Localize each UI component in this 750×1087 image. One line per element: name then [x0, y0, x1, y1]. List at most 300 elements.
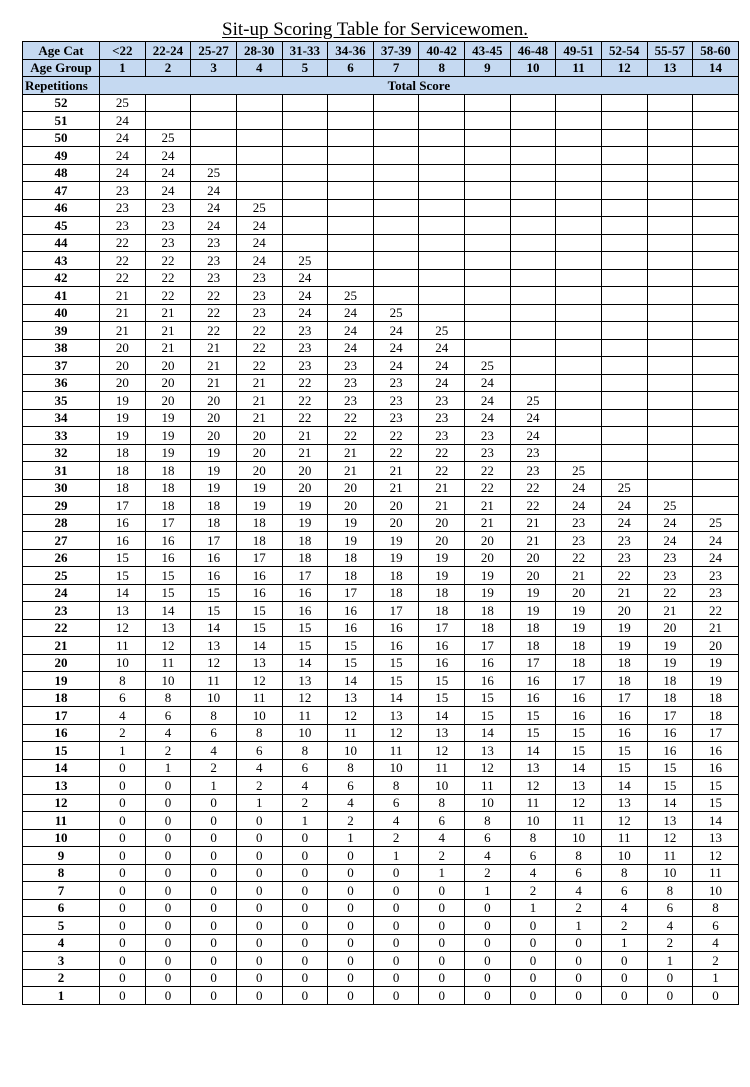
score-cell: 0 [647, 987, 693, 1005]
score-cell: 10 [191, 689, 237, 707]
score-cell [693, 479, 739, 497]
score-cell: 12 [693, 847, 739, 865]
table-row [23, 182, 739, 200]
score-cell: 17 [465, 637, 511, 655]
score-cell: 18 [328, 549, 374, 567]
score-cell [556, 112, 602, 130]
score-cell: 14 [647, 794, 693, 812]
score-cell [556, 217, 602, 235]
score-cell: 2 [601, 917, 647, 935]
table-row [23, 952, 739, 970]
score-cell: 4 [282, 777, 328, 795]
score-cell [236, 112, 282, 130]
score-cell: 14 [328, 672, 374, 690]
score-cell: 0 [236, 829, 282, 847]
score-cell: 2 [647, 934, 693, 952]
score-cell: 22 [191, 304, 237, 322]
score-cell: 22 [328, 409, 374, 427]
score-cell: 1 [100, 742, 146, 760]
score-cell: 0 [191, 864, 237, 882]
score-cell [647, 112, 693, 130]
age-group-header: 13 [647, 59, 693, 77]
score-cell [419, 234, 465, 252]
score-cell: 18 [556, 637, 602, 655]
score-cell: 0 [282, 882, 328, 900]
repetitions-cell: 26 [23, 549, 100, 567]
score-cell: 0 [145, 794, 191, 812]
score-cell: 15 [419, 672, 465, 690]
score-cell [328, 94, 374, 112]
score-cell: 24 [282, 287, 328, 305]
score-cell: 6 [145, 707, 191, 725]
score-cell [236, 164, 282, 182]
repetitions-label: Repetitions [23, 77, 100, 95]
score-cell: 12 [647, 829, 693, 847]
score-cell [601, 147, 647, 165]
score-cell [556, 129, 602, 147]
repetitions-cell: 30 [23, 479, 100, 497]
score-cell: 18 [100, 444, 146, 462]
repetitions-cell: 34 [23, 409, 100, 427]
score-cell: 15 [465, 707, 511, 725]
score-cell: 0 [282, 847, 328, 865]
score-cell [419, 269, 465, 287]
score-cell: 20 [282, 479, 328, 497]
score-cell: 22 [601, 567, 647, 585]
score-cell: 10 [236, 707, 282, 725]
score-cell: 22 [373, 427, 419, 445]
score-cell [556, 234, 602, 252]
score-cell: 22 [465, 479, 511, 497]
score-cell [693, 147, 739, 165]
score-cell [510, 287, 556, 305]
score-cell: 15 [647, 759, 693, 777]
score-cell: 0 [191, 794, 237, 812]
score-cell: 24 [510, 427, 556, 445]
score-cell [601, 322, 647, 340]
repetitions-cell: 52 [23, 94, 100, 112]
score-cell: 18 [510, 619, 556, 637]
score-cell: 11 [419, 759, 465, 777]
score-cell: 25 [601, 479, 647, 497]
score-cell: 20 [236, 427, 282, 445]
score-cell [693, 444, 739, 462]
score-cell: 2 [510, 882, 556, 900]
table-row [23, 864, 739, 882]
age-cat-header: 49-51 [556, 42, 602, 60]
score-cell: 11 [328, 724, 374, 742]
score-cell: 22 [510, 479, 556, 497]
repetitions-cell: 47 [23, 182, 100, 200]
age-cat-header: 40-42 [419, 42, 465, 60]
score-cell: 0 [282, 829, 328, 847]
score-cell [236, 147, 282, 165]
score-cell: 18 [419, 584, 465, 602]
score-cell: 0 [510, 969, 556, 987]
score-cell: 0 [328, 987, 374, 1005]
score-cell: 25 [236, 199, 282, 217]
score-cell: 22 [236, 357, 282, 375]
score-cell [647, 182, 693, 200]
score-cell [693, 392, 739, 410]
score-cell [373, 182, 419, 200]
score-cell: 20 [236, 462, 282, 480]
score-cell: 2 [100, 724, 146, 742]
score-cell [693, 357, 739, 375]
score-cell: 0 [419, 899, 465, 917]
score-cell [601, 357, 647, 375]
score-cell [510, 357, 556, 375]
score-cell: 24 [328, 339, 374, 357]
score-cell [693, 339, 739, 357]
score-cell: 23 [419, 409, 465, 427]
score-cell: 18 [373, 584, 419, 602]
score-cell: 22 [419, 462, 465, 480]
score-cell: 15 [328, 637, 374, 655]
score-cell: 10 [693, 882, 739, 900]
score-cell: 6 [647, 899, 693, 917]
score-cell: 19 [647, 654, 693, 672]
repetitions-cell: 24 [23, 584, 100, 602]
score-cell: 19 [693, 672, 739, 690]
score-cell [601, 462, 647, 480]
score-cell [693, 94, 739, 112]
score-cell: 24 [145, 164, 191, 182]
score-cell [419, 147, 465, 165]
score-cell: 14 [191, 619, 237, 637]
score-cell: 23 [510, 462, 556, 480]
table-row [23, 689, 739, 707]
score-cell: 23 [100, 182, 146, 200]
score-cell [693, 322, 739, 340]
score-cell [601, 409, 647, 427]
score-cell: 12 [556, 794, 602, 812]
score-cell: 15 [373, 672, 419, 690]
score-cell: 18 [282, 549, 328, 567]
score-cell: 8 [510, 829, 556, 847]
score-cell [556, 444, 602, 462]
table-row [23, 147, 739, 165]
score-cell: 23 [191, 234, 237, 252]
score-cell [647, 234, 693, 252]
score-cell: 24 [647, 514, 693, 532]
score-cell [282, 182, 328, 200]
score-cell: 15 [236, 602, 282, 620]
score-cell [191, 129, 237, 147]
score-cell: 21 [282, 444, 328, 462]
score-cell: 18 [465, 602, 511, 620]
score-cell: 14 [373, 689, 419, 707]
score-cell: 11 [601, 829, 647, 847]
score-cell: 0 [145, 777, 191, 795]
score-cell: 0 [145, 899, 191, 917]
score-cell: 0 [100, 899, 146, 917]
score-cell: 16 [647, 742, 693, 760]
score-cell [693, 164, 739, 182]
score-cell: 0 [419, 934, 465, 952]
score-cell: 13 [373, 707, 419, 725]
score-cell: 23 [510, 444, 556, 462]
score-cell [373, 147, 419, 165]
score-cell: 19 [328, 532, 374, 550]
score-cell: 0 [145, 917, 191, 935]
repetitions-cell: 44 [23, 234, 100, 252]
score-cell: 13 [145, 619, 191, 637]
score-cell: 22 [236, 322, 282, 340]
score-cell: 0 [465, 969, 511, 987]
repetitions-cell: 27 [23, 532, 100, 550]
score-cell: 21 [693, 619, 739, 637]
score-cell [647, 164, 693, 182]
table-row [23, 899, 739, 917]
score-cell: 0 [236, 969, 282, 987]
score-cell [465, 217, 511, 235]
score-cell: 1 [282, 812, 328, 830]
score-cell: 0 [601, 952, 647, 970]
repetitions-cell: 37 [23, 357, 100, 375]
score-cell [465, 129, 511, 147]
score-cell: 24 [419, 339, 465, 357]
score-cell [601, 444, 647, 462]
score-cell [282, 199, 328, 217]
score-cell: 0 [236, 864, 282, 882]
table-row [23, 427, 739, 445]
score-cell: 8 [191, 707, 237, 725]
score-cell: 16 [601, 707, 647, 725]
repetitions-cell: 28 [23, 514, 100, 532]
score-cell: 22 [191, 322, 237, 340]
score-cell: 22 [510, 497, 556, 515]
scoring-table [22, 41, 739, 1005]
score-cell: 0 [191, 952, 237, 970]
score-cell: 16 [465, 672, 511, 690]
score-cell [465, 339, 511, 357]
score-cell [693, 182, 739, 200]
score-cell [465, 147, 511, 165]
score-cell [647, 304, 693, 322]
score-cell: 15 [145, 584, 191, 602]
score-cell: 12 [282, 689, 328, 707]
score-cell: 0 [328, 882, 374, 900]
repetitions-cell: 8 [23, 864, 100, 882]
score-cell: 8 [373, 777, 419, 795]
score-cell: 20 [100, 339, 146, 357]
repetitions-cell: 20 [23, 654, 100, 672]
score-cell [373, 129, 419, 147]
score-cell: 19 [419, 549, 465, 567]
score-cell: 1 [328, 829, 374, 847]
score-cell [465, 182, 511, 200]
score-cell: 19 [465, 584, 511, 602]
score-cell: 0 [419, 917, 465, 935]
repetitions-cell: 14 [23, 759, 100, 777]
score-cell: 19 [601, 619, 647, 637]
score-cell: 10 [100, 654, 146, 672]
score-cell: 21 [236, 374, 282, 392]
score-cell: 12 [510, 777, 556, 795]
score-cell [328, 234, 374, 252]
repetitions-cell: 45 [23, 217, 100, 235]
score-cell: 0 [236, 882, 282, 900]
score-cell: 16 [373, 637, 419, 655]
score-cell [465, 269, 511, 287]
score-cell: 16 [510, 689, 556, 707]
score-cell: 14 [282, 654, 328, 672]
score-cell: 18 [647, 672, 693, 690]
score-cell: 0 [328, 864, 374, 882]
score-cell: 2 [282, 794, 328, 812]
table-row [23, 409, 739, 427]
score-cell: 17 [100, 497, 146, 515]
score-cell: 12 [236, 672, 282, 690]
score-cell: 0 [328, 969, 374, 987]
age-group-header: 7 [373, 59, 419, 77]
score-cell: 21 [419, 479, 465, 497]
table-row [23, 934, 739, 952]
score-cell: 15 [693, 777, 739, 795]
score-cell: 12 [191, 654, 237, 672]
score-cell [693, 199, 739, 217]
score-cell: 11 [647, 847, 693, 865]
score-cell [693, 374, 739, 392]
repetitions-cell: 2 [23, 969, 100, 987]
score-cell: 21 [373, 462, 419, 480]
score-cell: 20 [556, 584, 602, 602]
score-cell: 1 [236, 794, 282, 812]
score-cell: 11 [100, 637, 146, 655]
score-cell: 15 [282, 619, 328, 637]
score-cell: 16 [556, 689, 602, 707]
score-cell: 19 [100, 392, 146, 410]
repetitions-cell: 9 [23, 847, 100, 865]
score-cell: 18 [191, 514, 237, 532]
score-cell: 8 [236, 724, 282, 742]
score-cell: 13 [191, 637, 237, 655]
score-cell: 22 [145, 269, 191, 287]
score-cell: 21 [145, 339, 191, 357]
repetitions-cell: 33 [23, 427, 100, 445]
score-cell: 2 [328, 812, 374, 830]
repetitions-cell: 4 [23, 934, 100, 952]
score-cell: 24 [419, 357, 465, 375]
table-row [23, 287, 739, 305]
score-cell: 25 [191, 164, 237, 182]
repetitions-cell: 16 [23, 724, 100, 742]
age-group-header: 3 [191, 59, 237, 77]
score-cell: 10 [373, 759, 419, 777]
score-cell: 15 [282, 637, 328, 655]
score-cell [191, 147, 237, 165]
score-cell: 0 [100, 794, 146, 812]
score-cell: 23 [100, 199, 146, 217]
score-cell: 0 [556, 934, 602, 952]
score-cell: 24 [100, 129, 146, 147]
score-cell: 18 [145, 462, 191, 480]
repetitions-cell: 18 [23, 689, 100, 707]
score-cell: 8 [419, 794, 465, 812]
score-cell: 0 [282, 899, 328, 917]
score-cell: 18 [601, 654, 647, 672]
age-group-header: 12 [601, 59, 647, 77]
score-cell: 23 [191, 269, 237, 287]
score-cell: 18 [236, 514, 282, 532]
score-cell: 25 [373, 304, 419, 322]
score-cell: 20 [647, 619, 693, 637]
score-cell: 1 [191, 777, 237, 795]
score-cell: 21 [236, 392, 282, 410]
score-cell: 25 [282, 252, 328, 270]
score-cell: 0 [556, 969, 602, 987]
score-cell: 16 [191, 549, 237, 567]
score-cell: 15 [419, 689, 465, 707]
score-cell: 0 [373, 882, 419, 900]
score-cell: 10 [510, 812, 556, 830]
score-cell: 0 [601, 969, 647, 987]
table-row [23, 759, 739, 777]
score-cell: 16 [419, 654, 465, 672]
score-cell: 6 [419, 812, 465, 830]
score-cell: 17 [145, 514, 191, 532]
score-cell: 23 [328, 374, 374, 392]
score-cell: 24 [465, 374, 511, 392]
age-cat-header: 46-48 [510, 42, 556, 60]
score-cell [510, 164, 556, 182]
score-cell: 12 [145, 637, 191, 655]
score-cell: 0 [191, 882, 237, 900]
table-row [23, 532, 739, 550]
table-row [23, 847, 739, 865]
score-cell: 23 [647, 567, 693, 585]
age-cat-header: 37-39 [373, 42, 419, 60]
table-row [23, 602, 739, 620]
score-cell: 4 [601, 899, 647, 917]
score-cell: 1 [510, 899, 556, 917]
score-cell [556, 392, 602, 410]
score-cell [328, 199, 374, 217]
score-cell: 22 [328, 427, 374, 445]
score-cell: 19 [510, 602, 556, 620]
table-row [23, 217, 739, 235]
score-cell [647, 269, 693, 287]
score-cell: 4 [693, 934, 739, 952]
score-cell: 14 [556, 759, 602, 777]
score-cell [373, 164, 419, 182]
score-cell [647, 427, 693, 445]
score-cell: 0 [145, 969, 191, 987]
score-cell [647, 357, 693, 375]
score-cell: 13 [282, 672, 328, 690]
score-cell [510, 217, 556, 235]
score-cell: 16 [282, 602, 328, 620]
score-cell: 20 [236, 444, 282, 462]
score-cell: 19 [556, 602, 602, 620]
score-cell: 22 [373, 444, 419, 462]
score-cell [601, 392, 647, 410]
score-cell: 0 [191, 934, 237, 952]
score-cell: 0 [373, 969, 419, 987]
age-cat-header: 55-57 [647, 42, 693, 60]
repetitions-cell: 38 [23, 339, 100, 357]
score-cell: 4 [510, 864, 556, 882]
score-cell: 15 [328, 654, 374, 672]
score-cell [601, 112, 647, 130]
score-cell: 16 [328, 619, 374, 637]
score-cell [465, 112, 511, 130]
score-cell: 15 [100, 567, 146, 585]
score-cell: 2 [145, 742, 191, 760]
score-cell [282, 217, 328, 235]
score-cell: 13 [601, 794, 647, 812]
